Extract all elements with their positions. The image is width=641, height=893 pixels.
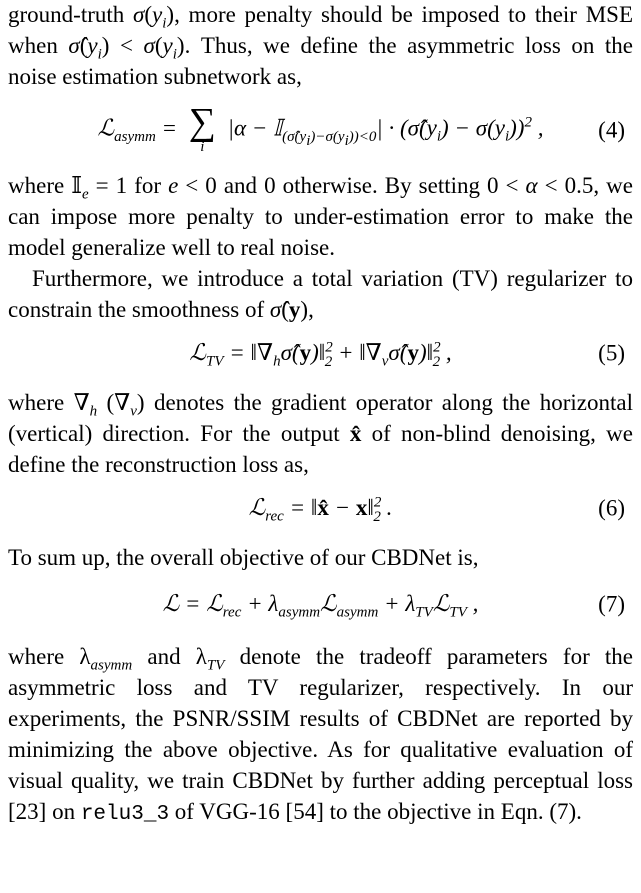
equation-number-6: (6) <box>598 495 625 521</box>
equation-number-5: (5) <box>598 340 625 366</box>
paragraph-1: ground-truth $\sigma(y_i)$, more penalty should be imposed to their MSE when $\sigmâ(y_i) < \sigma(y_i)$. Thus, we define the asymmetric loss on the noise estimation subnetwork as, <box>8 2 633 89</box>
code-relu3-3: relu3_3 <box>80 803 170 826</box>
equation-4: ℒ$_{asymm}$ = ∑ i |α − 𝕀$_{(\sigmâ(y_i)-\sigma(y_i))<0}$| · $(\sigmâ(y_i) - \sigma(y_i))^2$ , (4) <box>97 101 625 155</box>
equation-7: ℒ = ℒ$_{rec}$ + $\lambda_{asymm}ℒ_{asymm}$ + $\lambda_{TV}ℒ_{TV}$ , (7) <box>8 573 633 635</box>
equation-number-4: (4) <box>598 117 625 143</box>
paragraph-3: Furthermore, we introduce a total variation (TV) regularizer to constrain the smoothness of σ̂(y), <box>8 266 633 322</box>
equation-number-7: (7) <box>598 591 625 617</box>
paragraph-2: where 𝕀$_e$ = 1 for e < 0 and 0 otherwise. By setting 0 < α < 0.5, we can impose more penalty to under-estimation error to make the model generalize well to real noise. <box>8 173 633 260</box>
sum-symbol: ∑ i <box>188 101 216 155</box>
equation-6: ℒ$_{rec}$ = ‖x̂ − x‖$^2_2$ . (6) <box>248 494 625 525</box>
paragraph-6: where $\lambda_{asymm}$ and $\lambda_{TV}$ denote the tradeoff parameters for the asymmetric loss and TV regularizer, respectively. In our experiments, the PSNR/SSIM results of CBDNet are reported by minimizing the above objective. As for qualitative evaluation of visual quality, we train CBDNet by further adding perceptual loss [23] on relu3_3 of VGG-16 [54] to the objective in Eqn. (7). <box>8 644 633 826</box>
equation-5: ℒ$_{TV}$ = $‖\nabla_h\sigmâ(y)‖^2_2$ + $‖\nabla_v\sigmâ(y)‖^2_2$ , (5) <box>189 339 625 370</box>
paragraph-5: To sum up, the overall objective of our CBDNet is, <box>8 545 479 570</box>
paragraph-4: where $\nabla_h$ $(\nabla_v)$ denotes the gradient operator along the horizontal (vertical) direction. For the output x̂ of non-blind denoising, we define the reconstruction loss as, <box>8 390 633 477</box>
